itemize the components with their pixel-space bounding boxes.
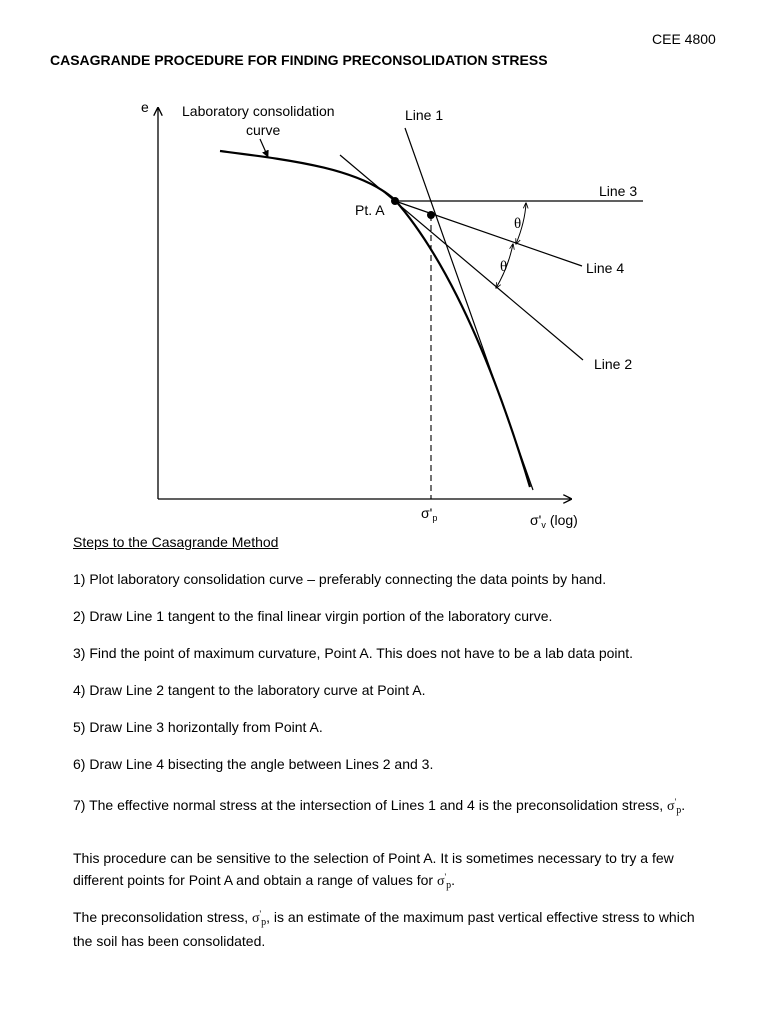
step-7-text: 7) The effective normal stress at the intersection of Lines 1 and 4 is the preconsolidation stress,	[73, 797, 664, 813]
curve-label-line1: Laboratory consolidation	[182, 103, 335, 119]
curve-label-line2: curve	[246, 122, 281, 138]
course-code: CEE 4800	[652, 31, 716, 47]
note-1: This procedure can be sensitive to the selection of Point A. It is sometimes necessary to try a few different points for Point A and obtain a range of values for $\sigma'_p$.	[73, 850, 674, 891]
theta-label-lower: θ	[500, 259, 508, 275]
sigma-p-symbol: $\sigma'_p$	[667, 797, 682, 816]
point-a-marker	[391, 197, 399, 205]
steps-heading: Steps to the Casagrande Method	[73, 534, 279, 550]
line-4-label: Line 4	[586, 260, 625, 276]
y-axis-label: e	[141, 99, 149, 115]
sigma-p-symbol: $\sigma'_p$	[437, 872, 452, 891]
note-2-start: The preconsolidation stress,	[73, 909, 249, 925]
sigma-p-label: $\sigma'_p$	[421, 505, 438, 523]
line-1	[405, 128, 533, 490]
line-4	[395, 201, 582, 266]
note-2-end: , is an estimate of the maximum past vertical effective stress to which the soil has been consolidated.	[73, 909, 695, 949]
step-3: 3) Find the point of maximum curvature, Point A. This does not have to be a lab data point.	[73, 645, 634, 661]
note-2	[73, 905, 713, 951]
note-1-text: This procedure can be sensitive to the selection of Point A. It is sometimes necessary to try a few different points for Point A and obtain a range of values for	[73, 850, 674, 888]
step-5: 5) Draw Line 3 horizontally from Point A.	[73, 719, 323, 735]
page-title: CASAGRANDE PROCEDURE FOR FINDING PRECONSOLIDATION STRESS	[50, 52, 548, 68]
x-axis-label: $\sigma'_v$ (log)	[530, 512, 578, 530]
point-a-label: Pt. A	[355, 202, 385, 218]
step-7: 7) The effective normal stress at the intersection of Lines 1 and 4 is the preconsolidation stress, $\sigma'_p$.	[73, 797, 686, 816]
step-1: 1) Plot laboratory consolidation curve – preferably connecting the data points by hand.	[73, 571, 607, 587]
curve-label-arrow	[260, 139, 268, 157]
step-6: 6) Draw Line 4 bisecting the angle between Lines 2 and 3.	[73, 756, 434, 772]
line-1-label: Line 1	[405, 107, 444, 123]
step-2: 2) Draw Line 1 tangent to the final linear virgin portion of the laboratory curve.	[73, 608, 553, 624]
theta-label-upper: θ	[514, 216, 522, 232]
line-2-label: Line 2	[594, 356, 633, 372]
line-2	[340, 155, 583, 360]
step-4: 4) Draw Line 2 tangent to the laboratory curve at Point A.	[73, 682, 426, 698]
sigma-p-symbol: $\sigma'_p$	[251, 909, 267, 928]
line-3-label: Line 3	[599, 183, 638, 199]
